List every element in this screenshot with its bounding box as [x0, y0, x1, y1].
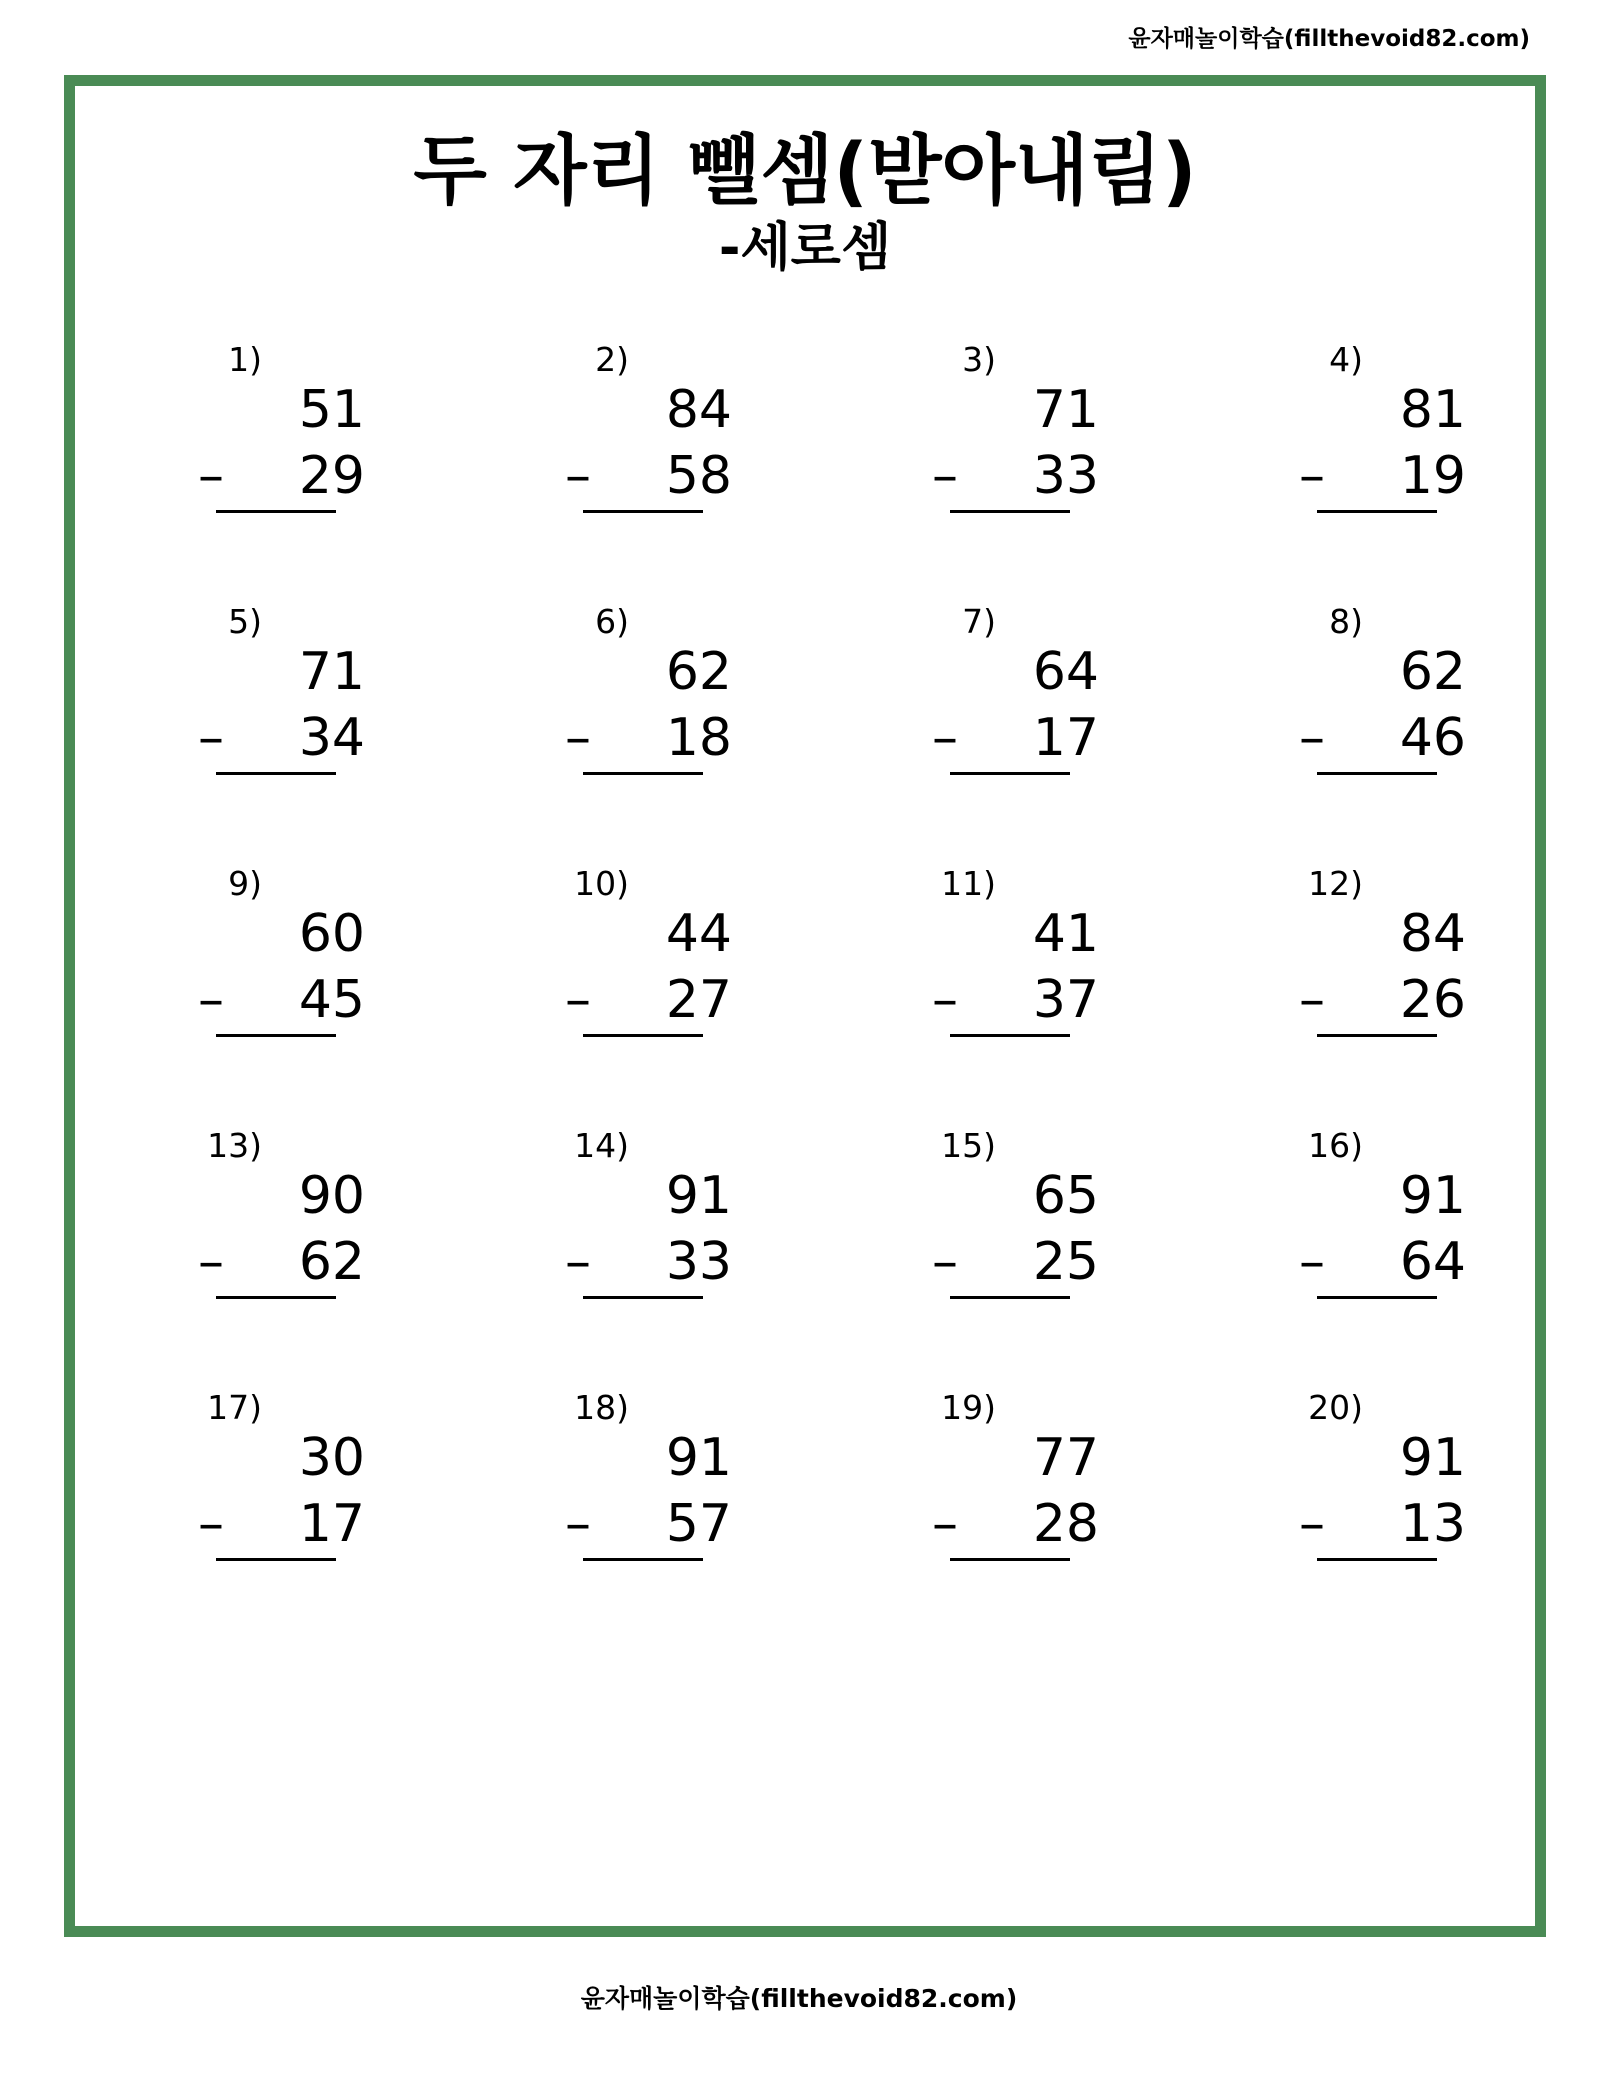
problem-minuend: 71 — [1032, 380, 1099, 440]
problem-minuend: 91 — [1399, 1428, 1466, 1488]
minus-sign: – — [1299, 1494, 1325, 1554]
problem-item — [914, 864, 1114, 1044]
worksheet-subtitle: -세로셈 — [718, 218, 892, 278]
problem-item — [914, 1388, 1114, 1568]
problem-number: 1) — [228, 340, 262, 379]
problem-minuend: 84 — [665, 380, 732, 440]
answer-line — [583, 1296, 703, 1299]
problem-minuend: 62 — [1399, 642, 1466, 702]
problem-item — [547, 864, 747, 1044]
footer-credit: 윤자매놀이학습(fillthevoid82.com) — [580, 1984, 1018, 2013]
worksheet-title: 두 자리 뺄셈(받아내림) — [413, 126, 1197, 215]
problem-subtrahend: 27 — [665, 970, 732, 1030]
problem-number: 9) — [228, 864, 262, 903]
problem-subtrahend: 26 — [1399, 970, 1466, 1030]
problem-minuend: 30 — [298, 1428, 365, 1488]
answer-line — [1317, 772, 1437, 775]
problem-number: 13) — [207, 1126, 262, 1165]
problem-subtrahend: 33 — [665, 1232, 732, 1292]
problem-item — [180, 1388, 380, 1568]
answer-line — [1317, 510, 1437, 513]
problem-subtrahend: 17 — [1032, 708, 1099, 768]
problem-item — [180, 602, 380, 782]
problem-item — [914, 1126, 1114, 1306]
header-credit: 윤자매놀이학습(fillthevoid82.com) — [1128, 26, 1530, 52]
minus-sign: – — [198, 970, 224, 1030]
problem-item — [1281, 1126, 1481, 1306]
answer-line — [1317, 1296, 1437, 1299]
minus-sign: – — [932, 1232, 958, 1292]
problem-item — [547, 340, 747, 520]
answer-line — [583, 510, 703, 513]
minus-sign: – — [932, 970, 958, 1030]
problem-number: 10) — [574, 864, 629, 903]
problem-minuend: 62 — [665, 642, 732, 702]
problem-minuend: 51 — [298, 380, 365, 440]
problem-subtrahend: 46 — [1399, 708, 1466, 768]
problem-minuend: 91 — [1399, 1166, 1466, 1226]
problem-number: 15) — [941, 1126, 996, 1165]
problem-subtrahend: 58 — [665, 446, 732, 506]
problem-subtrahend: 37 — [1032, 970, 1099, 1030]
answer-line — [950, 1558, 1070, 1561]
minus-sign: – — [932, 1494, 958, 1554]
problem-item — [180, 864, 380, 1044]
problem-number: 17) — [207, 1388, 262, 1427]
problem-minuend: 65 — [1032, 1166, 1099, 1226]
problem-item — [180, 1126, 380, 1306]
problem-subtrahend: 57 — [665, 1494, 732, 1554]
answer-line — [950, 772, 1070, 775]
problem-subtrahend: 29 — [298, 446, 365, 506]
problem-number: 5) — [228, 602, 262, 641]
problem-minuend: 71 — [298, 642, 365, 702]
minus-sign: – — [932, 708, 958, 768]
problem-number: 4) — [1329, 340, 1363, 379]
minus-sign: – — [198, 1494, 224, 1554]
minus-sign: – — [1299, 708, 1325, 768]
problem-minuend: 81 — [1399, 380, 1466, 440]
problem-item — [1281, 602, 1481, 782]
problem-minuend: 44 — [665, 904, 732, 964]
problem-item — [1281, 864, 1481, 1044]
problem-item — [1281, 1388, 1481, 1568]
problem-item — [547, 1388, 747, 1568]
problem-number: 19) — [941, 1388, 996, 1427]
minus-sign: – — [1299, 446, 1325, 506]
minus-sign: – — [565, 1232, 591, 1292]
minus-sign: – — [1299, 970, 1325, 1030]
problem-subtrahend: 62 — [298, 1232, 365, 1292]
problem-subtrahend: 13 — [1399, 1494, 1466, 1554]
minus-sign: – — [198, 1232, 224, 1292]
answer-line — [216, 772, 336, 775]
problem-subtrahend: 45 — [298, 970, 365, 1030]
problem-item — [914, 340, 1114, 520]
answer-line — [950, 1034, 1070, 1037]
answer-line — [950, 510, 1070, 513]
problem-number: 12) — [1308, 864, 1363, 903]
answer-line — [950, 1296, 1070, 1299]
problem-subtrahend: 25 — [1032, 1232, 1099, 1292]
answer-line — [216, 510, 336, 513]
problem-number: 3) — [962, 340, 996, 379]
problem-minuend: 91 — [665, 1428, 732, 1488]
answer-line — [216, 1558, 336, 1561]
problem-minuend: 90 — [298, 1166, 365, 1226]
problem-item — [1281, 340, 1481, 520]
answer-line — [216, 1296, 336, 1299]
minus-sign: – — [198, 708, 224, 768]
problem-item — [547, 1126, 747, 1306]
problem-minuend: 64 — [1032, 642, 1099, 702]
minus-sign: – — [565, 446, 591, 506]
problem-minuend: 77 — [1032, 1428, 1099, 1488]
problem-subtrahend: 64 — [1399, 1232, 1466, 1292]
answer-line — [1317, 1034, 1437, 1037]
worksheet-frame — [64, 75, 1546, 1937]
answer-line — [1317, 1558, 1437, 1561]
problem-number: 14) — [574, 1126, 629, 1165]
problem-item — [547, 602, 747, 782]
minus-sign: – — [198, 446, 224, 506]
minus-sign: – — [932, 446, 958, 506]
answer-line — [583, 1034, 703, 1037]
problem-number: 7) — [962, 602, 996, 641]
minus-sign: – — [565, 708, 591, 768]
answer-line — [216, 1034, 336, 1037]
problem-number: 20) — [1308, 1388, 1363, 1427]
problem-number: 6) — [595, 602, 629, 641]
problem-number: 11) — [941, 864, 996, 903]
problem-number: 8) — [1329, 602, 1363, 641]
problem-number: 2) — [595, 340, 629, 379]
problem-minuend: 41 — [1032, 904, 1099, 964]
problem-item — [180, 340, 380, 520]
problem-subtrahend: 28 — [1032, 1494, 1099, 1554]
problem-minuend: 60 — [298, 904, 365, 964]
answer-line — [583, 772, 703, 775]
problem-subtrahend: 33 — [1032, 446, 1099, 506]
minus-sign: – — [565, 970, 591, 1030]
minus-sign: – — [1299, 1232, 1325, 1292]
answer-line — [583, 1558, 703, 1561]
minus-sign: – — [565, 1494, 591, 1554]
problem-item — [914, 602, 1114, 782]
problem-minuend: 84 — [1399, 904, 1466, 964]
problem-subtrahend: 18 — [665, 708, 732, 768]
problem-subtrahend: 17 — [298, 1494, 365, 1554]
problem-number: 16) — [1308, 1126, 1363, 1165]
problem-subtrahend: 34 — [298, 708, 365, 768]
problem-number: 18) — [574, 1388, 629, 1427]
problem-minuend: 91 — [665, 1166, 732, 1226]
problem-subtrahend: 19 — [1399, 446, 1466, 506]
